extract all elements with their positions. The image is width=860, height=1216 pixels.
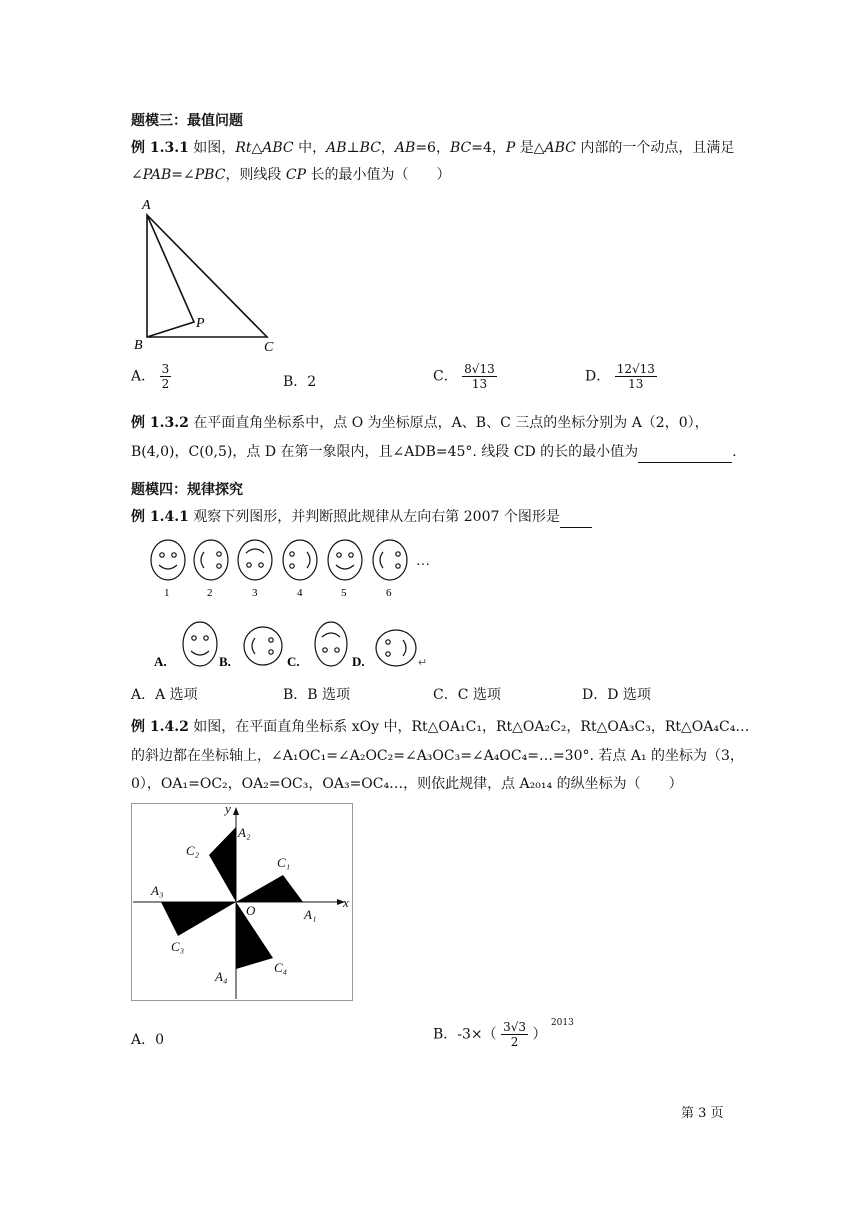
label-a2: A₂ — [238, 825, 251, 840]
ex132-line1 — [131, 413, 709, 433]
denominator: 13 — [628, 377, 644, 391]
fraction — [160, 362, 172, 391]
numerator: 12√13 — [616, 362, 655, 376]
ex132-label: 例 1.3.2 — [131, 415, 189, 431]
module4-heading: 题模四：规律探究 — [131, 482, 243, 498]
label-o: O — [246, 903, 256, 918]
ex131-text: CP — [285, 167, 307, 183]
ex131-text: AB — [326, 140, 347, 156]
ex141-option-a[interactable]: A．A 选项 — [131, 687, 198, 703]
fraction — [501, 1020, 528, 1049]
option-label: B．2 — [283, 374, 317, 390]
ex141-line1 — [131, 507, 592, 528]
ex131-text: ， — [380, 140, 395, 156]
seq-number: 4 — [297, 587, 303, 599]
option-text: B．-3×（ — [433, 1026, 497, 1043]
choice-letter: A. — [154, 654, 167, 669]
option-text: ） — [532, 1026, 547, 1043]
ex131-text: 内部的一个动点，且满足 — [575, 140, 735, 156]
option-label: C． — [433, 368, 458, 385]
ex131-text: 长的最小值为（ ） — [306, 167, 451, 183]
seq-number: 2 — [207, 587, 213, 599]
ex131-line2 — [131, 165, 450, 185]
label-c4: C₄ — [274, 960, 288, 975]
ex131-text: 中， — [293, 140, 327, 156]
ex132-text: B(4,0)，C(0,5)，点 D 在第一象限内，且∠ADB=45°. 线段 CD 的长的最小值为 — [131, 444, 639, 460]
choice-letter: B. — [219, 654, 231, 669]
label-c1: C₁ — [277, 855, 291, 870]
choice-face-d — [376, 630, 416, 666]
denominator: 2 — [161, 377, 170, 391]
option-label: A． — [131, 368, 156, 385]
numerator: 8√13 — [464, 362, 495, 376]
ex131-option-d[interactable] — [585, 362, 657, 391]
label-a1: A₁ — [304, 907, 317, 922]
seq-number: 5 — [341, 587, 347, 599]
choice-face-b — [244, 627, 282, 665]
choice-letter: C. — [287, 654, 300, 669]
face-1 — [151, 540, 185, 580]
page-number: 第 3 页 — [681, 1106, 724, 1121]
return-mark: ↵ — [418, 657, 428, 669]
fraction — [615, 362, 657, 391]
denominator: 13 — [471, 377, 488, 391]
answer-blank[interactable] — [638, 442, 732, 463]
ex131-text: =∠ — [171, 167, 195, 183]
fraction — [462, 362, 497, 391]
ex141-option-d[interactable]: D．D 选项 — [582, 687, 651, 703]
ex142-text: 如图，在平面直角坐标系 xOy 中，Rt△OA₁C₁，Rt△OA₂C₂，Rt△OA₃C₃，Rt△OA₄C₄… — [188, 719, 750, 735]
exponent: 2013 — [550, 1017, 574, 1028]
label-c2: C₂ — [186, 843, 200, 858]
ex142-line1 — [131, 717, 749, 737]
label-a4: A₄ — [215, 969, 228, 984]
ex131-text: AB — [394, 140, 416, 156]
label-b: B — [134, 338, 143, 353]
ex132-text: . — [732, 444, 737, 460]
ex131-text: BC — [359, 140, 381, 156]
ex131-text: P — [505, 140, 516, 156]
triangle-abc — [147, 215, 267, 337]
ex142-option-a[interactable]: A．0 — [131, 1032, 165, 1048]
triangle-figure — [130, 193, 290, 355]
ex131-text: ，则线段 — [225, 167, 286, 183]
label-c3: C₃ — [171, 939, 185, 954]
ex131-option-c[interactable] — [433, 362, 497, 391]
face-5 — [328, 540, 362, 580]
numerator: 3 — [161, 362, 170, 376]
ex131-line1 — [131, 138, 734, 158]
ex142-line3: 0），OA₁=OC₂，OA₂=OC₃，OA₃=OC₄…，则依此规律，点 A₂₀₁₄ 的纵坐标为（ ） — [131, 776, 683, 792]
ex131-option-b[interactable] — [283, 372, 316, 392]
label-y: y — [225, 803, 231, 816]
ex142-line2: 的斜边都在坐标轴上，∠A₁OC₁=∠A₂OC₂=∠A₃OC₃=∠A₄OC₄=…=30°. 若点 A₁ 的坐标为（3， — [131, 748, 744, 764]
seq-number: 1 — [164, 587, 170, 599]
label-a: A — [142, 198, 151, 213]
option-label: D． — [585, 368, 611, 385]
ex131-text: ∠ — [131, 167, 143, 183]
ex141-option-b[interactable]: B．B 选项 — [283, 687, 351, 703]
seq-number: 6 — [386, 587, 392, 599]
choice-face-c — [315, 622, 347, 666]
module3-heading: 题模三：最值问题 — [131, 113, 243, 129]
pinwheel-figure — [131, 803, 353, 1001]
ex131-text: 如图， — [188, 140, 236, 156]
face-3 — [238, 540, 272, 580]
ex132-text: 在平面直角坐标系中，点 O 为坐标原点，A、B、C 三点的坐标分别为 A（2，0）， — [188, 415, 709, 431]
answer-blank[interactable] — [560, 507, 592, 528]
ex141-label: 例 1.4.1 — [131, 509, 189, 525]
ex131-text: ABC — [544, 140, 576, 156]
label-x: x — [343, 895, 349, 910]
segments-ap-bp — [147, 215, 194, 337]
ex131-text: PBC — [194, 167, 226, 183]
ex131-text: =6， — [415, 140, 450, 156]
label-p: P — [196, 316, 205, 331]
choice-face-a — [183, 622, 217, 666]
face-6 — [373, 540, 407, 580]
ex142-option-b[interactable] — [433, 1017, 574, 1049]
numerator: 3√3 — [503, 1020, 527, 1034]
ex131-text: 是△ — [515, 140, 545, 156]
ellipsis: … — [416, 554, 430, 569]
face-4 — [283, 540, 317, 580]
choice-faces-figure — [148, 620, 438, 672]
ex131-text: BC — [449, 140, 472, 156]
ex132-line2 — [131, 442, 737, 463]
ex142-label: 例 1.4.2 — [131, 719, 189, 735]
ex131-text: ⊥ — [346, 140, 360, 156]
seq-number: 3 — [252, 587, 258, 599]
ex131-text: =4， — [471, 140, 506, 156]
ex131-label: 例 1.3.1 — [131, 140, 189, 156]
ex131-text: PAB — [142, 167, 172, 183]
face-sequence-figure — [148, 538, 448, 600]
face-2 — [194, 540, 228, 580]
ex131-option-a[interactable] — [131, 362, 171, 391]
ex141-option-c[interactable]: C．C 选项 — [433, 687, 501, 703]
label-a3: A₃ — [151, 883, 164, 898]
label-c: C — [264, 340, 274, 355]
choice-letter: D. — [352, 654, 365, 669]
ex141-text: 观察下列图形，并判断照此规律从左向右第 2007 个图形是 — [188, 509, 560, 525]
ex131-text: Rt△ABC — [235, 140, 294, 156]
denominator: 2 — [510, 1035, 519, 1049]
